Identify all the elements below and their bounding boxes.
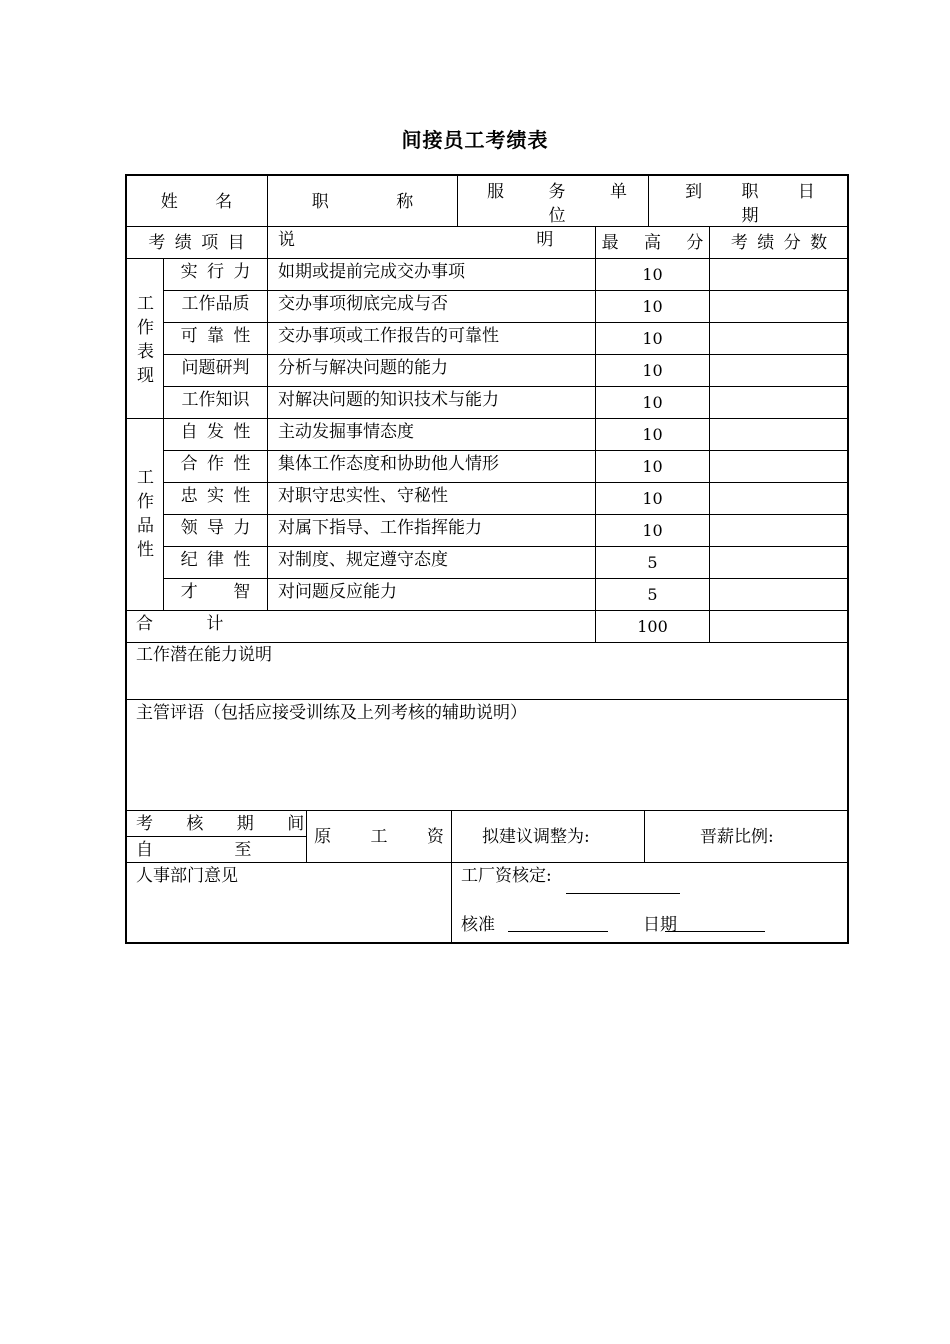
name-label: 姓 名 <box>160 192 233 212</box>
item-cell: 可 靠 性 <box>180 326 251 346</box>
salary-approved-label: 工厂资核定: <box>461 866 552 886</box>
max-score-cell: 10 <box>642 361 663 380</box>
item-cell: 才 智 <box>180 582 251 602</box>
score-header: 考 绩 分 数 <box>730 233 828 253</box>
period-label: 考 核 期 间 <box>136 814 305 834</box>
item-cell: 纪 律 性 <box>180 550 251 570</box>
date-line <box>665 931 765 932</box>
max-score-cell: 10 <box>642 329 663 348</box>
col-divider <box>709 226 710 642</box>
max-score-cell: 10 <box>642 457 663 476</box>
total-label: 合 计 <box>136 614 224 634</box>
description-cell: 集体工作态度和协助他人情形 <box>278 454 499 474</box>
max-score-cell: 10 <box>642 489 663 508</box>
description-cell: 对解决问题的知识技术与能力 <box>278 390 499 410</box>
proposed-adjustment-label: 拟建议调整为: <box>482 827 590 847</box>
max-score-cell: 10 <box>642 425 663 444</box>
item-header: 考 绩 项 目 <box>148 233 245 253</box>
item-cell: 工作品质 <box>181 294 250 314</box>
row-divider <box>163 354 848 355</box>
row-divider <box>126 258 848 259</box>
period-from-to: 自 至 <box>136 840 252 860</box>
row-divider <box>163 450 848 451</box>
hr-opinion-label: 人事部门意见 <box>136 866 238 886</box>
item-cell: 领 导 力 <box>180 518 251 538</box>
department-label: 服 务 单 位 <box>487 182 627 226</box>
description-cell: 对制度、规定遵守态度 <box>278 550 448 570</box>
form-title: 间接员工考绩表 <box>401 128 549 152</box>
col-divider <box>451 810 452 942</box>
row-divider <box>163 482 848 483</box>
row-divider <box>126 699 848 700</box>
item-cell: 自 发 性 <box>180 422 251 442</box>
max-score-header: 最 高 分 <box>601 233 704 253</box>
description-cell: 交办事项或工作报告的可靠性 <box>278 326 499 346</box>
description-cell: 对职守忠实性、守秘性 <box>278 486 448 506</box>
max-score-cell: 10 <box>642 265 663 284</box>
col-divider <box>644 810 645 862</box>
col-divider <box>267 226 268 610</box>
row-divider <box>126 642 848 643</box>
group-label-character: 工作品性 <box>137 468 154 560</box>
row-divider <box>163 386 848 387</box>
row-divider <box>126 810 848 811</box>
row-divider <box>163 514 848 515</box>
row-divider <box>126 610 848 611</box>
date-label: 日期 <box>643 915 677 935</box>
description-cell: 对问题反应能力 <box>278 582 397 602</box>
max-score-cell: 10 <box>642 393 663 412</box>
col-divider <box>457 175 458 226</box>
description-cell: 交办事项彻底完成与否 <box>278 294 448 314</box>
col-divider <box>648 175 649 226</box>
description-cell: 对属下指导、工作指挥能力 <box>278 518 482 538</box>
item-cell: 工作知识 <box>181 390 250 410</box>
group-label-performance: 工作表现 <box>137 294 154 386</box>
position-label: 职 称 <box>311 192 414 212</box>
description-cell: 如期或提前完成交办事项 <box>278 262 465 282</box>
row-divider <box>163 322 848 323</box>
item-cell: 合 作 性 <box>180 454 251 474</box>
max-score-cell: 10 <box>642 521 663 540</box>
approve-line <box>508 931 608 932</box>
max-score-cell: 5 <box>647 553 658 572</box>
row-divider <box>126 862 848 863</box>
description-header: 说 明 <box>278 230 554 250</box>
total-max-score: 100 <box>637 617 668 636</box>
original-salary-label: 原 工 资 <box>314 827 444 847</box>
approve-label: 核准 <box>461 915 495 935</box>
item-cell: 忠 实 性 <box>180 486 251 506</box>
salary-approved-line <box>566 893 680 894</box>
row-divider <box>163 578 848 579</box>
description-cell: 分析与解决问题的能力 <box>278 358 448 378</box>
row-divider <box>126 418 848 419</box>
max-score-cell: 10 <box>642 297 663 316</box>
start-date-label: 到 职 日 期 <box>685 182 815 226</box>
max-score-cell: 5 <box>647 585 658 604</box>
raise-ratio-label: 晋薪比例: <box>700 827 774 847</box>
item-cell: 问题研判 <box>181 358 250 378</box>
potential-label: 工作潜在能力说明 <box>136 645 272 665</box>
item-cell: 实 行 力 <box>180 262 251 282</box>
row-divider <box>163 546 848 547</box>
row-divider <box>126 836 306 837</box>
description-cell: 主动发掘事情态度 <box>278 422 414 442</box>
row-divider <box>163 290 848 291</box>
supervisor-comment-label: 主管评语（包括应接受训练及上列考核的辅助说明） <box>136 703 527 723</box>
